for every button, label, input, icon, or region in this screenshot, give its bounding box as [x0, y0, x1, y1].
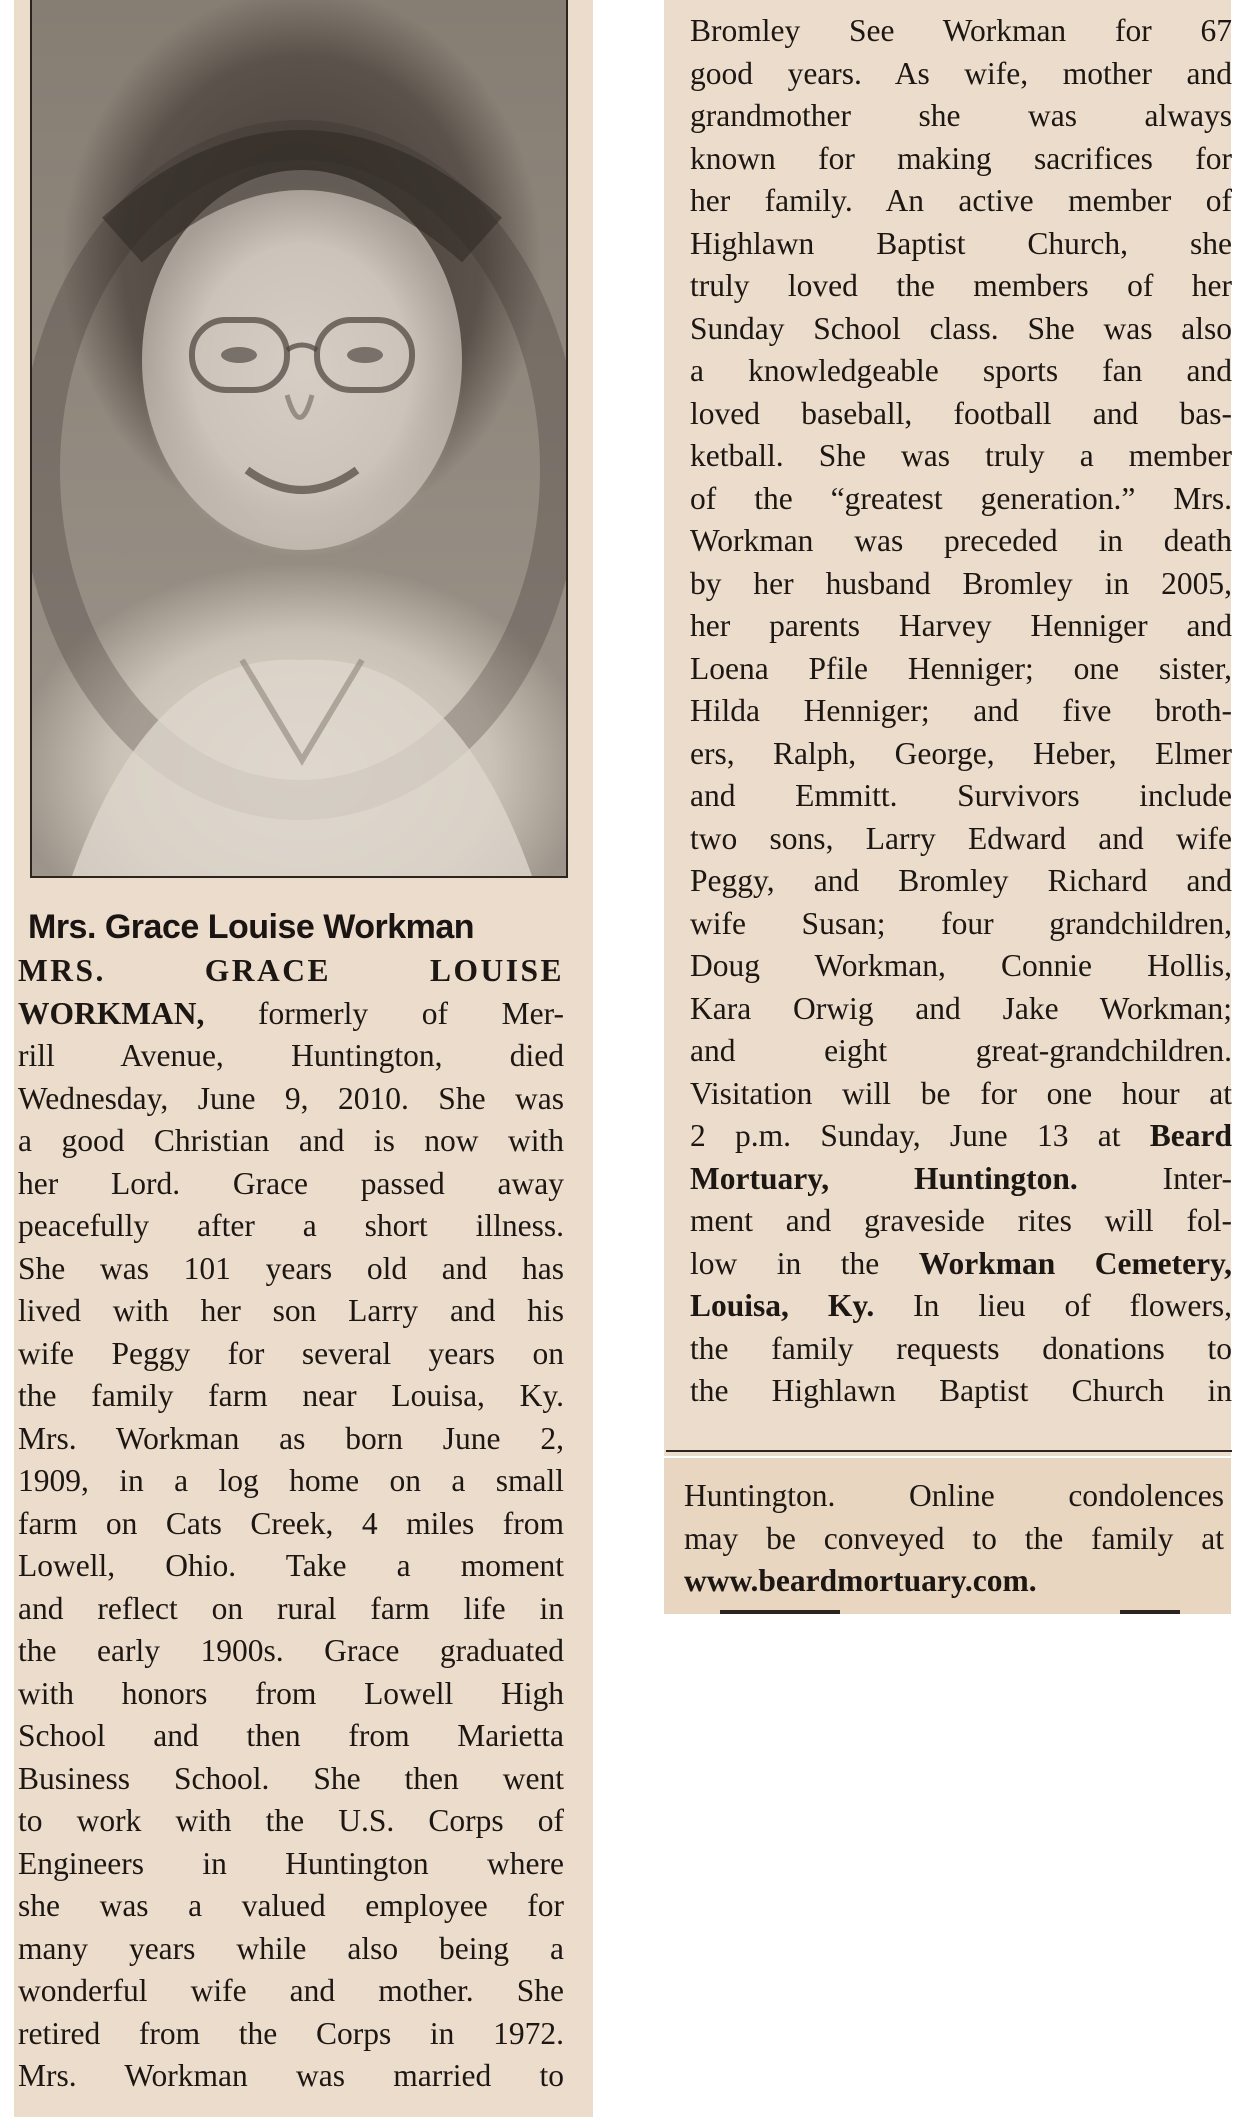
text-line: and reflect on rural farm life in	[18, 1590, 564, 1626]
text-line: Engineers in Huntington where	[18, 1845, 564, 1881]
text-line: two sons, Larry Edward and wife	[690, 820, 1232, 856]
text-line: ketball. She was truly a member	[690, 438, 1232, 473]
obituary-body-left	[18, 950, 564, 2098]
text-line: Loena Pfile Henniger; one sister,	[690, 650, 1232, 686]
text-fragment: In lieu of flowers,	[874, 1288, 1232, 1323]
text-line: Peggy, and Bromley Richard and	[690, 863, 1232, 898]
text-line: farm on Cats Creek, 4 miles from	[18, 1505, 564, 1541]
text-line: and Emmitt. Survivors include	[690, 778, 1232, 813]
text-fragment: 2 p.m. Sunday, June 13 at	[690, 1118, 1150, 1153]
text-line: known for making sacrifices for	[690, 140, 1232, 176]
text-line: wife Peggy for several years on	[18, 1335, 564, 1371]
text-line: and eight great-grandchildren.	[690, 1033, 1232, 1068]
text-line: ment and graveside rites will fol-	[690, 1203, 1232, 1238]
text-line: loved baseball, football and bas-	[690, 395, 1232, 431]
column-divider-rule	[666, 1450, 1232, 1452]
text-line: Bromley See Workman for 67	[690, 13, 1232, 48]
text-line: the family requests donations to	[690, 1330, 1232, 1366]
cut-off-text-fragment	[720, 1604, 1200, 1614]
text-line: by her husband Bromley in 2005,	[690, 565, 1232, 601]
text-line: ers, Ralph, George, Heber, Elmer	[690, 735, 1232, 771]
mortuary-bold: Mortuary, Huntington.	[690, 1160, 1078, 1196]
website-line: www.beardmortuary.com.	[684, 1563, 1037, 1598]
text-line	[690, 1285, 1232, 1328]
text-line: Highlawn Baptist Church, she	[690, 225, 1232, 261]
text-line: peacefully after a short illness.	[18, 1208, 564, 1243]
text-line: grandmother she was always	[690, 98, 1232, 133]
name-line: MRS. GRACE LOUISE	[18, 953, 564, 988]
text-line: School and then from Marietta	[18, 1718, 564, 1753]
cemetery-bold: Workman Cemetery,	[918, 1245, 1232, 1281]
location-bold: Louisa, Ky.	[690, 1288, 875, 1323]
text-line: retired from the Corps in 1972.	[18, 2015, 564, 2051]
text-line: with honors from Lowell High	[18, 1675, 564, 1711]
text-line: Hilda Henniger; and five broth-	[690, 693, 1232, 728]
text-line: Kara Orwig and Jake Workman;	[690, 990, 1232, 1026]
text-line: Huntington. Online condolences	[684, 1478, 1224, 1513]
obituary-headline: Mrs. Grace Louise Workman	[28, 908, 475, 946]
obituary-body-right-continued	[684, 1475, 1224, 1603]
text-line: good years. As wife, mother and	[690, 55, 1232, 91]
text-line	[18, 993, 564, 1036]
mortuary-bold: Beard	[1149, 1118, 1232, 1153]
text-line: her parents Harvey Henniger and	[690, 608, 1232, 643]
text-line: of the “greatest generation.” Mrs.	[690, 480, 1232, 516]
text-line	[690, 1115, 1232, 1158]
text-line: a good Christian and is now with	[18, 1123, 564, 1158]
text-line: She was 101 years old and has	[18, 1250, 564, 1286]
text-line: Visitation will be for one hour at	[690, 1075, 1232, 1111]
text-line: Doug Workman, Connie Hollis,	[690, 948, 1232, 983]
text-line: wife Susan; four grandchildren,	[690, 905, 1232, 941]
text-fragment: Inter-	[1077, 1160, 1232, 1196]
text-line: rill Avenue, Huntington, died	[18, 1038, 564, 1073]
text-line: may be conveyed to the family at	[684, 1520, 1224, 1556]
text-line	[690, 1158, 1232, 1201]
text-line: the Highlawn Baptist Church in	[690, 1373, 1232, 1408]
text-line: 1909, in a log home on a small	[18, 1463, 564, 1498]
text-line: Wednesday, June 9, 2010. She was	[18, 1080, 564, 1116]
surname-bold: WORKMAN,	[18, 995, 205, 1031]
text-line	[690, 1243, 1232, 1286]
text-line: wonderful wife and mother. She	[18, 1973, 564, 2008]
text-line: a knowledgeable sports fan and	[690, 353, 1232, 388]
text-fragment: low in the	[690, 1245, 919, 1281]
text-line: Business School. She then went	[18, 1760, 564, 1796]
text-line: Lowell, Ohio. Take a moment	[18, 1548, 564, 1583]
text-line: lived with her son Larry and his	[18, 1293, 564, 1328]
obituary-body-right	[690, 10, 1232, 1413]
text-line: Mrs. Workman was married to	[18, 2058, 564, 2093]
text-line: the family farm near Louisa, Ky.	[18, 1378, 564, 1413]
text-line: she was a valued employee for	[18, 1888, 564, 1923]
portrait-photo	[30, 0, 568, 878]
text-line: to work with the U.S. Corps of	[18, 1803, 564, 1838]
text-line: the early 1900s. Grace graduated	[18, 1633, 564, 1668]
text-line: her Lord. Grace passed away	[18, 1165, 564, 1201]
text-line: Mrs. Workman as born June 2,	[18, 1420, 564, 1456]
text-line: her family. An active member of	[690, 183, 1232, 218]
text-line: truly loved the members of her	[690, 268, 1232, 303]
text-fragment: formerly of Mer-	[204, 995, 564, 1031]
text-line: many years while also being a	[18, 1930, 564, 1966]
text-line: Sunday School class. She was also	[690, 310, 1232, 346]
text-line: Workman was preceded in death	[690, 523, 1232, 558]
